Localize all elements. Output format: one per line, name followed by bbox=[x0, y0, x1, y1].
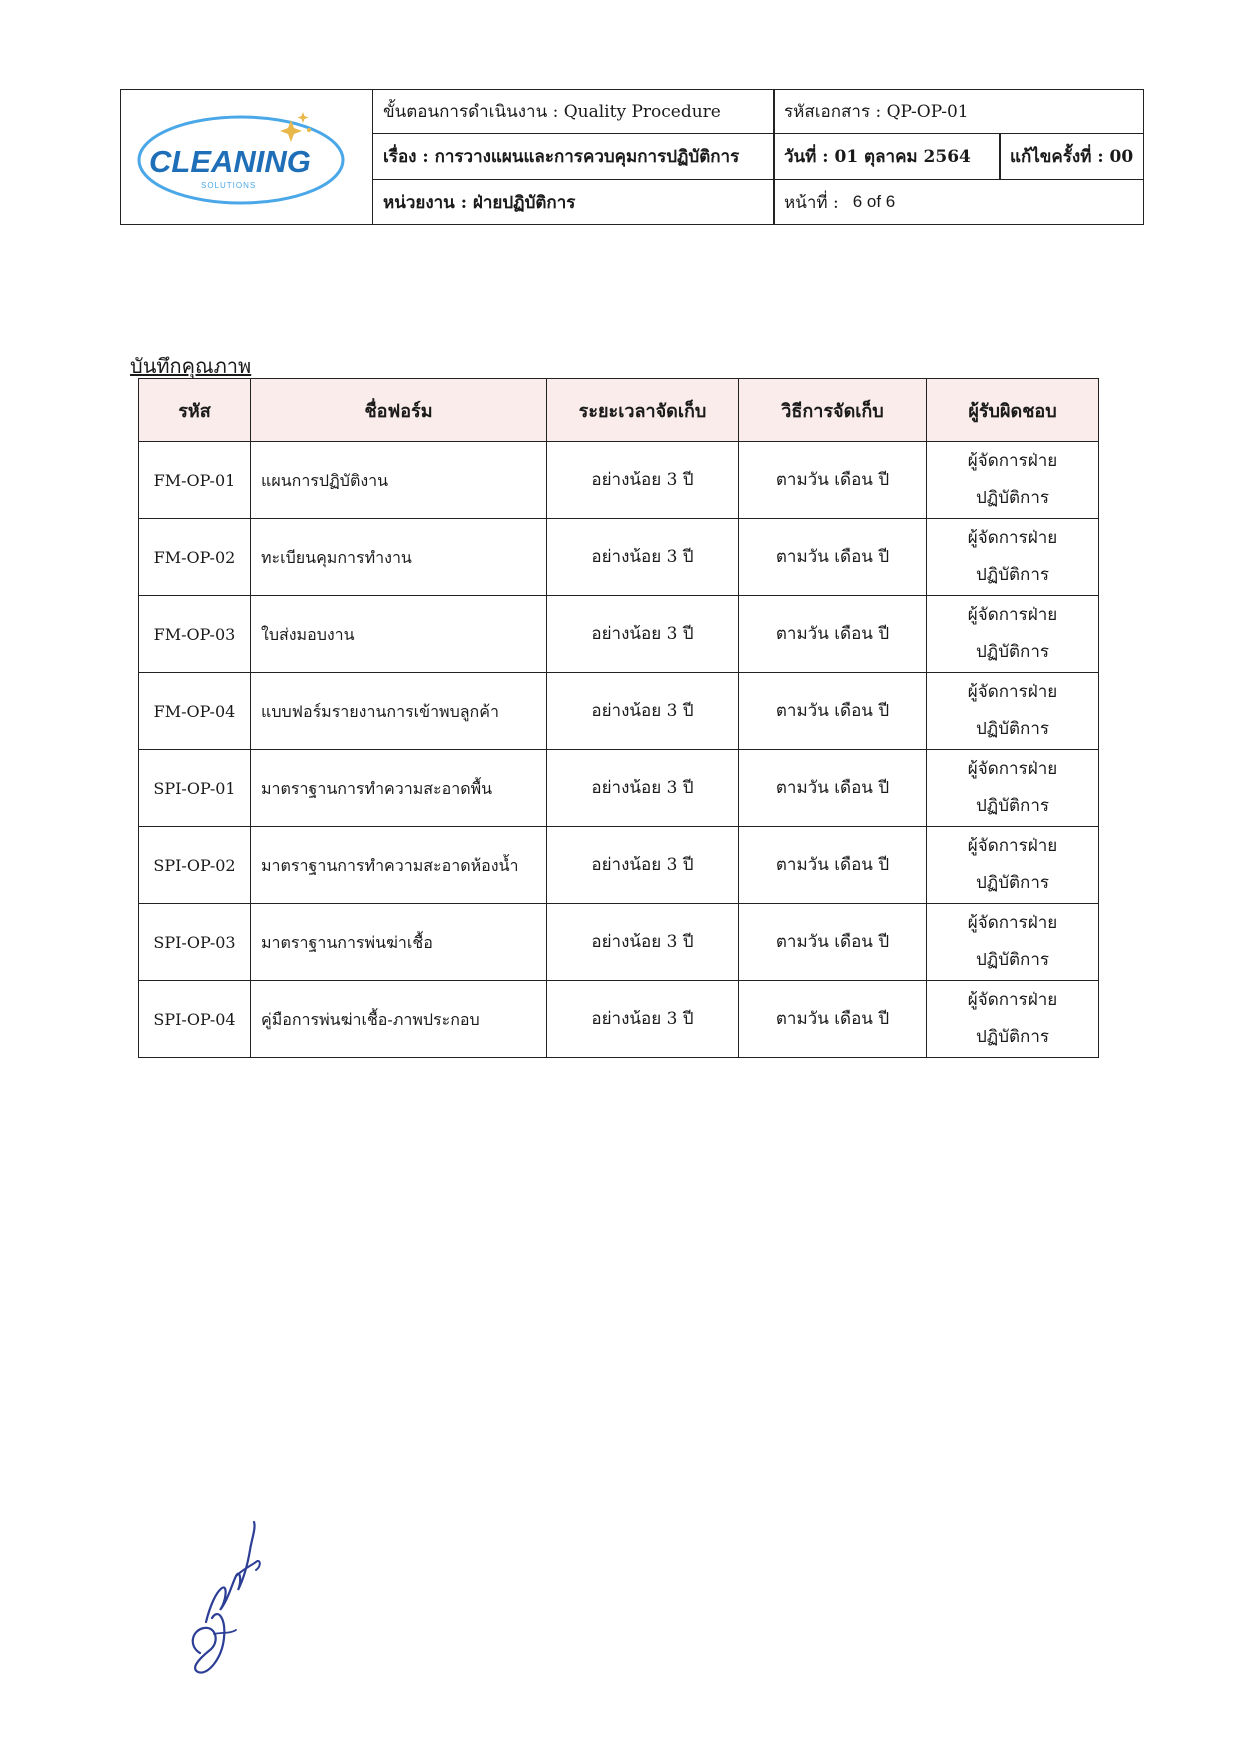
row-code: FM-OP-02 bbox=[139, 519, 251, 596]
row-retention: อย่างน้อย 3 ปี bbox=[547, 673, 739, 750]
row-retention: อย่างน้อย 3 ปี bbox=[547, 904, 739, 981]
table-row bbox=[139, 827, 1099, 904]
row-method: ตามวัน เดือน ปี bbox=[739, 519, 927, 596]
owner-line-1: ผู้จัดการฝ่าย bbox=[967, 605, 1058, 625]
doc-code: รหัสเอกสาร : QP-OP-01 bbox=[784, 102, 969, 122]
row-code: FM-OP-01 bbox=[139, 442, 251, 519]
row-form-name: ใบส่งมอบงาน bbox=[251, 596, 547, 673]
revision-number: แก้ไขครั้งที่ : 00 bbox=[1010, 147, 1134, 167]
owner-line-1: ผู้จัดการฝ่าย bbox=[967, 836, 1058, 856]
row-method: ตามวัน เดือน ปี bbox=[739, 673, 927, 750]
page-label: หน้าที่ : bbox=[784, 192, 839, 213]
row-method: ตามวัน เดือน ปี bbox=[739, 596, 927, 673]
owner-line-2: ปฏิบัติการ bbox=[975, 565, 1049, 585]
owner-line-1: ผู้จัดการฝ่าย bbox=[967, 682, 1058, 702]
owner-line-2: ปฏิบัติการ bbox=[975, 488, 1049, 508]
row-owner bbox=[927, 827, 1099, 904]
row-code: SPI-OP-03 bbox=[139, 904, 251, 981]
row-retention: อย่างน้อย 3 ปี bbox=[547, 827, 739, 904]
row-retention: อย่างน้อย 3 ปี bbox=[547, 750, 739, 827]
date-cell bbox=[774, 134, 999, 180]
sparkle-icon-small bbox=[298, 112, 309, 123]
row-retention: อย่างน้อย 3 ปี bbox=[547, 981, 739, 1058]
row-method: ตามวัน เดือน ปี bbox=[739, 904, 927, 981]
row-method: ตามวัน เดือน ปี bbox=[739, 981, 927, 1058]
owner-line-2: ปฏิบัติการ bbox=[975, 642, 1049, 662]
row-owner bbox=[927, 596, 1099, 673]
table-row bbox=[139, 981, 1099, 1058]
row-method: ตามวัน เดือน ปี bbox=[739, 827, 927, 904]
row-code: SPI-OP-01 bbox=[139, 750, 251, 827]
header-code: รหัส bbox=[139, 379, 251, 442]
row-retention: อย่างน้อย 3 ปี bbox=[547, 519, 739, 596]
table-row bbox=[139, 519, 1099, 596]
row-form-name: แบบฟอร์มรายงานการเข้าพบลูกค้า bbox=[251, 673, 547, 750]
row-owner bbox=[927, 750, 1099, 827]
quality-records-table bbox=[138, 378, 1099, 1058]
owner-line-2: ปฏิบัติการ bbox=[975, 873, 1049, 893]
owner-line-1: ผู้จัดการฝ่าย bbox=[967, 990, 1058, 1010]
row-owner bbox=[927, 904, 1099, 981]
revision-cell bbox=[1000, 134, 1144, 180]
row-form-name: มาตราฐานการทำความสะอาดห้องน้ำ bbox=[251, 827, 547, 904]
row-retention: อย่างน้อย 3 ปี bbox=[547, 442, 739, 519]
row-code: SPI-OP-02 bbox=[139, 827, 251, 904]
row-code: FM-OP-03 bbox=[139, 596, 251, 673]
logo-text: CLEANING bbox=[149, 144, 311, 179]
row-owner bbox=[927, 442, 1099, 519]
subject-cell bbox=[373, 134, 773, 180]
page-value: 6 of 6 bbox=[852, 192, 896, 211]
header-owner: ผู้รับผิดชอบ bbox=[927, 379, 1099, 442]
owner-line-1: ผู้จัดการฝ่าย bbox=[967, 451, 1058, 471]
owner-line-2: ปฏิบัติการ bbox=[975, 1027, 1049, 1047]
header-retention: ระยะเวลาจัดเก็บ bbox=[547, 379, 739, 442]
owner-line-2: ปฏิบัติการ bbox=[975, 719, 1049, 739]
table-row bbox=[139, 750, 1099, 827]
owner-line-2: ปฏิบัติการ bbox=[975, 950, 1049, 970]
table-row bbox=[139, 596, 1099, 673]
row-owner bbox=[927, 519, 1099, 596]
row-method: ตามวัน เดือน ปี bbox=[739, 750, 927, 827]
owner-line-1: ผู้จัดการฝ่าย bbox=[967, 759, 1058, 779]
owner-line-1: ผู้จัดการฝ่าย bbox=[967, 528, 1058, 548]
handwritten-signature bbox=[170, 1518, 270, 1678]
subject-text: เรื่อง : การวางแผนและการควบคุมการปฏิบัติการ bbox=[383, 147, 740, 167]
page-number-cell bbox=[774, 180, 1144, 224]
row-owner bbox=[927, 981, 1099, 1058]
row-form-name: มาตราฐานการพ่นฆ่าเชื้อ bbox=[251, 904, 547, 981]
row-code: FM-OP-04 bbox=[139, 673, 251, 750]
doc-code-cell bbox=[774, 90, 1144, 134]
row-form-name: มาตราฐานการทำความสะอาดพื้น bbox=[251, 750, 547, 827]
owner-line-1: ผู้จัดการฝ่าย bbox=[967, 913, 1058, 933]
procedure-title: ขั้นตอนการดำเนินงาน : Quality Procedure bbox=[383, 102, 721, 122]
row-form-name: ทะเบียนคุมการทำงาน bbox=[251, 519, 547, 596]
company-logo bbox=[121, 90, 373, 223]
header-storage-method: วิธีการจัดเก็บ bbox=[739, 379, 927, 442]
row-code: SPI-OP-04 bbox=[139, 981, 251, 1058]
row-owner bbox=[927, 673, 1099, 750]
table-row bbox=[139, 673, 1099, 750]
owner-line-2: ปฏิบัติการ bbox=[975, 796, 1049, 816]
row-form-name: คู่มือการพ่นฆ่าเชื้อ-ภาพประกอบ bbox=[251, 981, 547, 1058]
procedure-title-cell bbox=[373, 90, 773, 134]
unit-cell bbox=[373, 180, 773, 224]
table-header-row bbox=[139, 379, 1099, 442]
sparkle-dot bbox=[307, 128, 311, 132]
table-row bbox=[139, 904, 1099, 981]
issue-date: วันที่ : 01 ตุลาคม 2564 bbox=[784, 147, 971, 167]
logo-subtext: SOLUTIONS bbox=[201, 181, 257, 190]
table-row bbox=[139, 442, 1099, 519]
section-title: บันทึกคุณภาพ bbox=[130, 354, 252, 378]
document-header bbox=[120, 89, 1144, 225]
row-form-name: แผนการปฏิบัติงาน bbox=[251, 442, 547, 519]
header-form-name: ชื่อฟอร์ม bbox=[251, 379, 547, 442]
unit-text: หน่วยงาน : ฝ่ายปฏิบัติการ bbox=[383, 192, 576, 213]
company-logo-cell bbox=[121, 90, 373, 224]
row-retention: อย่างน้อย 3 ปี bbox=[547, 596, 739, 673]
row-method: ตามวัน เดือน ปี bbox=[739, 442, 927, 519]
